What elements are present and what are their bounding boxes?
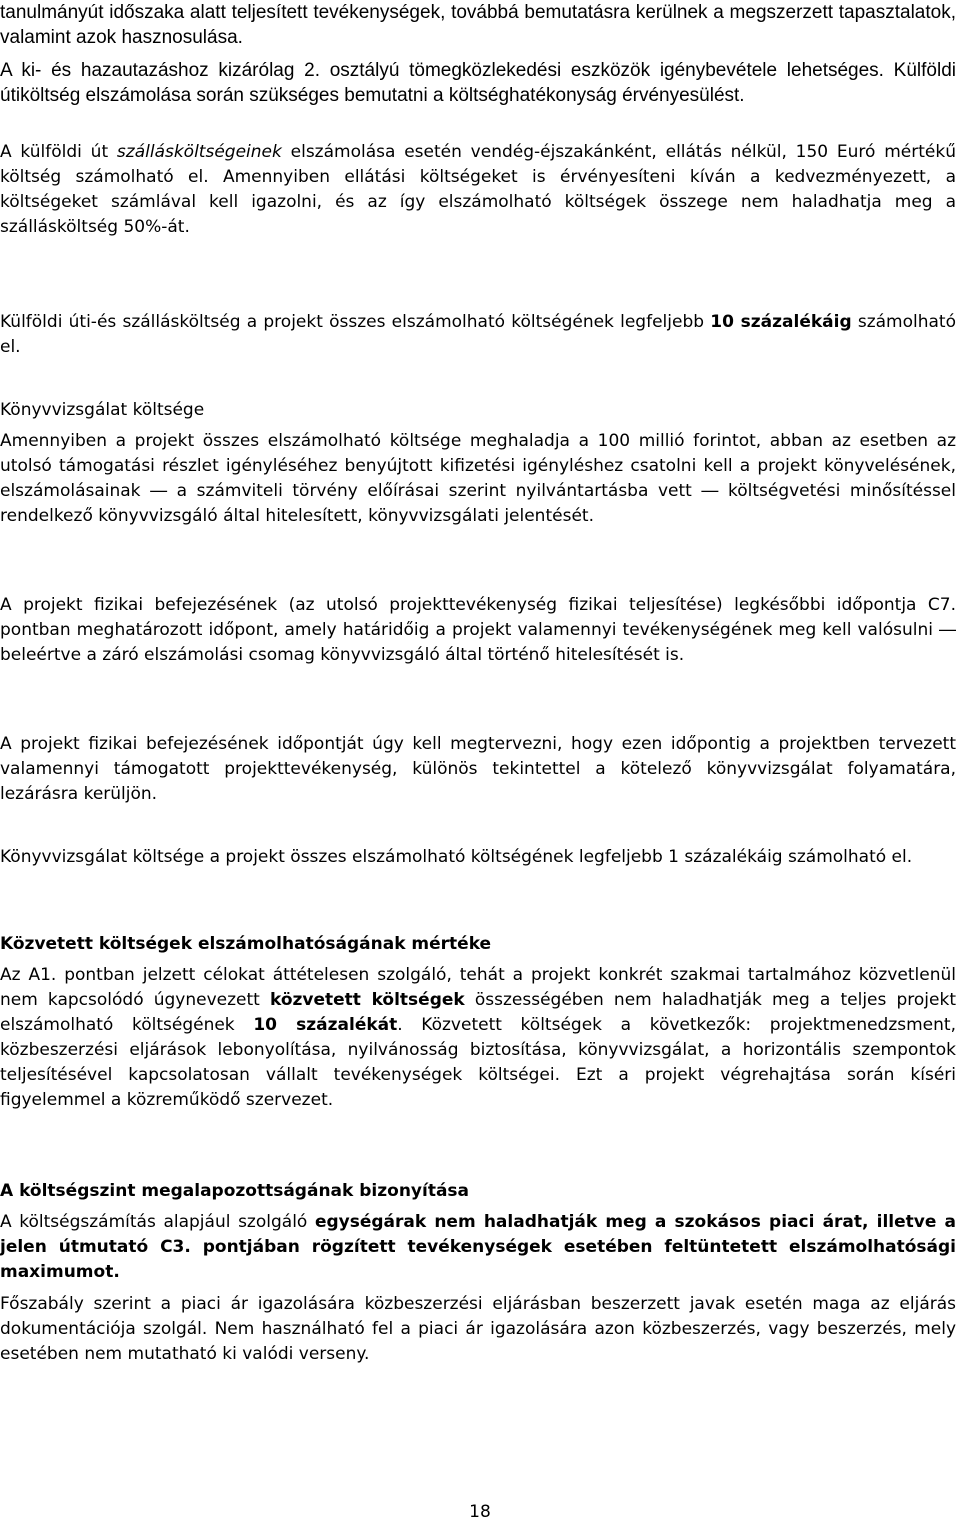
travel-limit-emphasis: 10 százalékáig	[710, 312, 852, 332]
travel-limit-text-2: számolható el.	[0, 312, 956, 357]
cost-level-text-2: .	[113, 1262, 120, 1282]
market-price-paragraph: Főszabály szerint a piaci ár igazolására közbeszerzési eljárásban beszerzett javak esetén maga az eljárás dokumentációja szolgál. Nem használható fel a piaci ár igazolására azon közbeszerzés, vagy beszerzés, mely esetében nem mutatható ki valódi verseny.	[0, 1294, 956, 1364]
indirect-text-1: Az A1. pontban jelzett célokat áttételesen szolgáló, tehát a projekt konkrét szakmai tartalmához közvetlenül nem kapcsolódó úgynevezett	[0, 965, 956, 1010]
cost-level-heading: A költségszint megalapozottságának bizonyítása	[0, 1181, 470, 1201]
planning-paragraph: A projekt fizikai befejezésének időpontját úgy kell megtervezni, hogy ezen időpontig a projektben tervezett valamennyi támogatott projekttevékenység, különös tekintettel a kötelező könyvvizsgálat folyamatára, lezárásra kerüljön.	[0, 734, 956, 804]
intro-paragraph-continued: tanulmányút időszaka alatt teljesített tevékenységek, továbbá bemutatásra kerülnek a megszerzett tapasztalatok, valamint azok hasznosulása.	[0, 2, 956, 48]
accommodation-text-1: A külföldi út	[0, 142, 117, 162]
page-number: 18	[469, 1502, 491, 1522]
indirect-text-3: . Közvetett költségek a következők: projektmenedzsment, közbeszerzési eljárások lebonyolítása, nyilvánosság biztosítása, könyvvizsgálat, a horizontális szempontok teljesítésével kapcsolatosan vállalt tevékenységek költségei. Ezt a projekt végrehajtása során kíséri figyelemmel a közreműködő szervezet.	[0, 1015, 956, 1110]
accommodation-emphasis: szállásköltségeinek	[116, 142, 282, 162]
accommodation-text-2: elszámolása esetén vendég-éjszakánként, ellátás nélkül, 150 Euró mértékű költség számolható el. Amennyiben ellátási költségeket is érvényesíteni kíván a kedvezményezett, a költségeket számlával kell igazolni, és az így elszámolható költségek összege nem haladhatja meg a szállásköltség 50%-át.	[0, 142, 956, 237]
audit-limit-paragraph: Könyvvizsgálat költsége a projekt összes elszámolható költségének legfeljebb 1 százalékáig számolható el.	[0, 847, 913, 867]
audit-paragraph: Amennyiben a projekt összes elszámolható költsége meghaladja a 100 millió forintot, abban az esetben az utolsó támogatási részlet igényléséhez benyújtott kifizetési igényléshez csatolni kell a projekt könyvelésének, elszámolásainak ― a számviteli törvény előírásai szerint nyilvántartásba vett ― költségvetési minősítéssel rendelkező könyvvizsgáló által hitelesített, könyvvizsgálati jelentését.	[0, 431, 956, 526]
transport-paragraph: A ki- és hazautazáshoz kizárólag 2. osztályú tömegközlekedési eszközök igénybevétele lehetséges. Külföldi útiköltség elszámolása során szükséges bemutatni a költséghatékonyság érvényesülést.	[0, 60, 956, 106]
cost-level-text-1: A költségszámítás alapjául szolgáló	[0, 1212, 315, 1232]
accommodation-paragraph	[0, 140, 956, 240]
travel-limit-text-1: Külföldi úti-és szállásköltség a projekt összes elszámolható költségének legfeljebb	[0, 312, 711, 332]
indirect-costs-paragraph	[0, 963, 956, 1113]
indirect-emphasis-1: közvetett költségek	[269, 990, 465, 1010]
completion-paragraph: A projekt fizikai befejezésének (az utolsó projekttevékenység fizikai teljesítése) legkésőbbi időpontja C7. pontban meghatározott időpont, amely határidőig a projekt valamennyi tevékenységének meg kell valósulni ― beleértve a záró elszámolási csomag könyvvizsgáló által történő hitelesítését is.	[0, 595, 956, 665]
indirect-costs-heading: Közvetett költségek elszámolhatóságának mértéke	[0, 934, 492, 954]
indirect-text-2: összességében nem haladhatják meg a teljes projekt elszámolható költségének	[0, 990, 956, 1035]
indirect-emphasis-2: 10 százalékát	[253, 1015, 398, 1035]
audit-cost-heading: Könyvvizsgálat költsége	[0, 400, 205, 420]
cost-level-paragraph	[0, 1210, 956, 1285]
cost-level-emphasis: egységárak nem haladhatják meg a szokásos piaci árat, illetve a jelen útmutató C3. pontjában rögzített tevékenységek esetében feltüntetett elszámolhatósági maximumot	[0, 1212, 956, 1282]
travel-limit-paragraph	[0, 310, 956, 360]
